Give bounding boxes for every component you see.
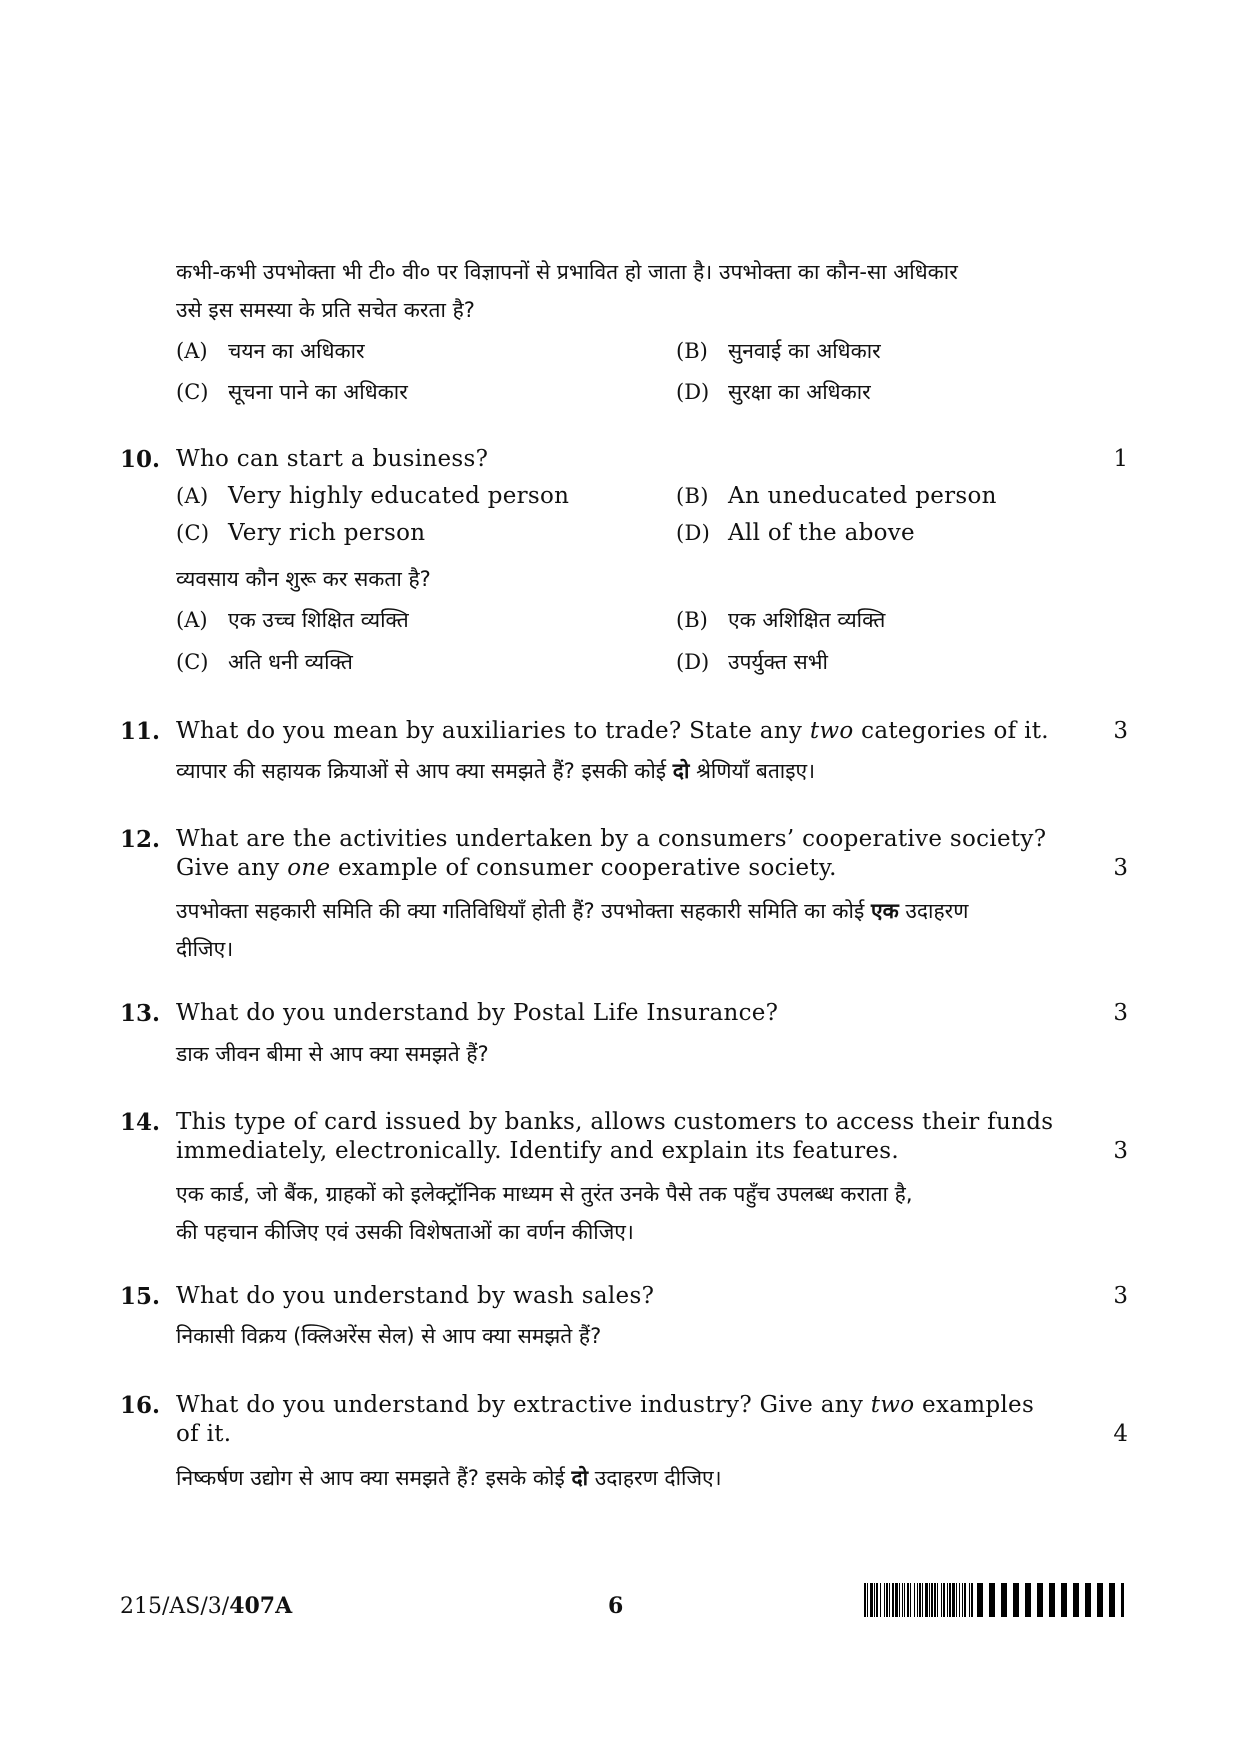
q9-option-b: (B) सुनवाई का अधिकार xyxy=(676,339,881,363)
q9-option-c: (C) सूचना पाने का अधिकार xyxy=(176,380,408,404)
q12-marks: 3 xyxy=(1113,855,1128,881)
paper-code: 215/AS/3/407A xyxy=(120,1593,293,1619)
q14-hindi-line1: एक कार्ड, जो बैंक, ग्राहकों को इलेक्ट्रॉनिक माध्यम से तुरंत उनके पैसे तक पहुँच उपलब्ध कराता है, xyxy=(176,1182,913,1206)
q11-hindi: व्यापार की सहायक क्रियाओं से आप क्या समझते हैं? इसकी कोई दो श्रेणियाँ बताइए। xyxy=(176,759,816,783)
q14-line2: immediately, electronically. Identify and explain its features. xyxy=(176,1138,900,1164)
barcode-icon xyxy=(864,1583,1124,1617)
q9-hindi-line1: कभी-कभी उपभोक्ता भी टी० वी० पर विज्ञापनों से प्रभावित हो जाता है। उपभोक्ता का कौन-सा अधिकार xyxy=(176,260,958,284)
q14-marks: 3 xyxy=(1113,1138,1128,1164)
q13-hindi: डाक जीवन बीमा से आप क्या समझते हैं? xyxy=(176,1042,489,1066)
q11-number: 11. xyxy=(120,718,161,745)
q12-hindi-line2: दीजिए। xyxy=(176,937,234,961)
q10-question: Who can start a business? xyxy=(176,446,489,472)
q11-question: What do you mean by auxiliaries to trade? State any two categories of it. xyxy=(176,718,1049,744)
q15-hindi: निकासी विक्रय (क्लिअरेंस सेल) से आप क्या समझते हैं? xyxy=(176,1324,602,1348)
q10-hindi-option-c: (C) अति धनी व्यक्ति xyxy=(176,650,353,674)
q13-number: 13. xyxy=(120,1000,161,1027)
q10-option-a: (A) Very highly educated person xyxy=(176,483,570,509)
page-number: 6 xyxy=(608,1593,624,1619)
q16-marks: 4 xyxy=(1113,1421,1128,1447)
q16-line2: of it. xyxy=(176,1421,232,1447)
q10-hindi-option-b: (B) एक अशिक्षित व्यक्ति xyxy=(676,608,886,632)
q12-hindi-line1: उपभोक्ता सहकारी समिति की क्या गतिविधियाँ होती हैं? उपभोक्ता सहकारी समिति का कोई एक उदाहरण xyxy=(176,899,969,923)
q12-line2: Give any one example of consumer cooperative society. xyxy=(176,855,837,881)
q10-question-hindi: व्यवसाय कौन शुरू कर सकता है? xyxy=(176,567,431,591)
q9-option-d: (D) सुरक्षा का अधिकार xyxy=(676,380,871,404)
q10-marks: 1 xyxy=(1113,446,1128,472)
q10-option-d: (D) All of the above xyxy=(676,520,915,546)
q12-number: 12. xyxy=(120,826,161,853)
q12-line1: What are the activities undertaken by a consumers’ cooperative society? xyxy=(176,826,1047,852)
q14-line1: This type of card issued by banks, allows customers to access their funds xyxy=(176,1109,1054,1135)
q11-marks: 3 xyxy=(1113,718,1128,744)
q10-hindi-option-d: (D) उपर्युक्त सभी xyxy=(676,650,828,674)
q9-option-a: (A) चयन का अधिकार xyxy=(176,339,365,363)
q10-hindi-option-a: (A) एक उच्च शिक्षित व्यक्ति xyxy=(176,608,409,632)
q10-option-b: (B) An uneducated person xyxy=(676,483,997,509)
q16-line1: What do you understand by extractive industry? Give any two examples xyxy=(176,1392,1035,1418)
q15-number: 15. xyxy=(120,1283,161,1310)
q16-number: 16. xyxy=(120,1392,161,1419)
q15-marks: 3 xyxy=(1113,1283,1128,1309)
q14-number: 14. xyxy=(120,1109,161,1136)
q13-question: What do you understand by Postal Life Insurance? xyxy=(176,1000,779,1026)
q15-question: What do you understand by wash sales? xyxy=(176,1283,655,1309)
q9-hindi-line2: उसे इस समस्या के प्रति सचेत करता है? xyxy=(176,298,475,322)
q10-number: 10. xyxy=(120,446,161,473)
barcode-bar xyxy=(1121,1583,1124,1617)
q16-hindi: निष्कर्षण उद्योग से आप क्या समझते हैं? इसके कोई दो उदाहरण दीजिए। xyxy=(176,1466,722,1490)
q13-marks: 3 xyxy=(1113,1000,1128,1026)
q14-hindi-line2: की पहचान कीजिए एवं उसकी विशेषताओं का वर्णन कीजिए। xyxy=(176,1220,634,1244)
q10-option-c: (C) Very rich person xyxy=(176,520,426,546)
